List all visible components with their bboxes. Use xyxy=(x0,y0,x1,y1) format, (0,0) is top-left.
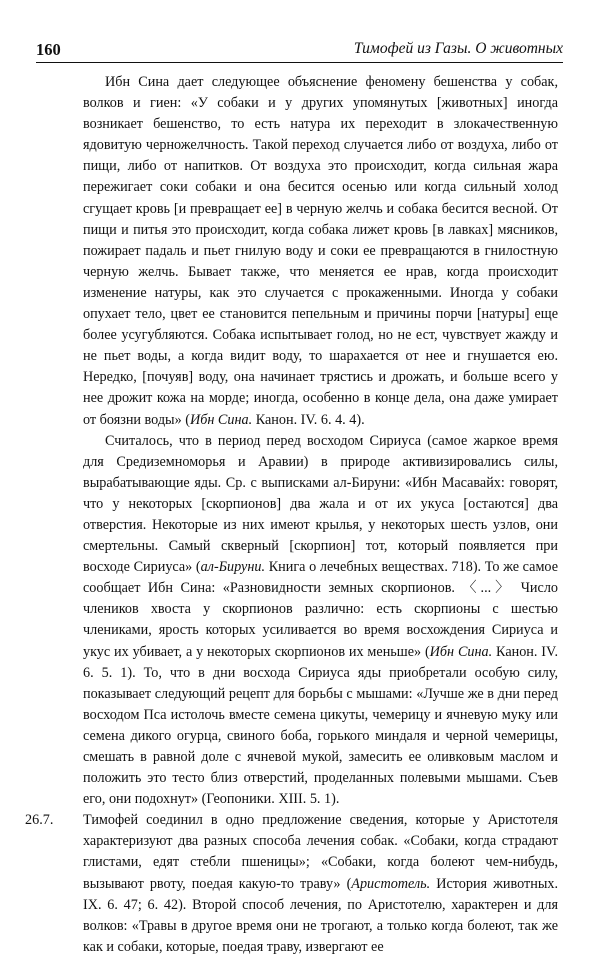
section-text xyxy=(83,810,558,958)
citation-author: Ибн Сина. xyxy=(189,411,253,428)
page-header xyxy=(36,38,563,63)
section-26-7 xyxy=(25,810,558,958)
text-segment: История животных. IX. 6. 47; 6. 42). Второй способ лечения, по Аристотелю, характерен и для волков: «Травы в другое время они не трогают, а только когда болеют, так же как и собаки, которые, поедая траву, извергают ее xyxy=(83,875,558,955)
text-segment: Считалось, что в период перед восходом Сириуса (самое жаркое время для Средиземноморья и Аравии) в природе активизировались силы, вырабатывающие яды. Ср. с выписками ал-Бируни: «Ибн Масавайх: говорят, что у некоторых [скорпионов] два жала и от их укуса [остаются] два отверстия. Некоторые из них имеют крылья, у некоторых шесть узлов, они смертельны. Самый скверный [скорпион] тот, который появляется при восходе Сириуса» ( xyxy=(83,432,558,576)
running-title: Тимофей из Газы. О животных xyxy=(353,40,563,57)
citation-author: Аристотель. xyxy=(351,875,431,892)
citation-author: Ибн Сина. xyxy=(429,643,493,660)
text-segment: Ибн Сина дает следующее объяснение феномену бешенства у собак, волков и гиен: «У собаки и у других упомянутых [животных] иногда возникает бешенство, то есть натура их переходит в злокачественную ядовитую черножелчность. Такой переход случается либо от воздуха, либо от пищи, либо от напитков. От воздуха это происходит, когда сильная жара пережигает соки собаки и она бесится осенью или когда сильный холод сгущает кровь [и превращает ее] в черную желчь и собака бесится весной. От пищи и питья это происходит, когда собака лижет кровь [в лавках] мясников, пожирает падаль и пьет гнилую воду и соки ее превращаются в гнилостную черную желчь. Бывает также, что меняется ее нрав, когда происходит изменение натуры, как это случается с прокаженными. Иногда у собаки опухает тело, цвет ее становится пепельным и причины порчи [натуры] еще более усугубляются. Собака испытывает голод, но не ест, чувствует жажду и не пьет воды, а когда видит воду, то шарахается от нее и гнушается ею. Нередко, [почуяв] воду, она начинает трястись и дрожать, и больше всего у нее дрожит кожа на морде; иногда, особенно в конце дела, она даже умирает от боязни воды» ( xyxy=(83,74,558,428)
section-number: 26.7. xyxy=(25,812,54,829)
text-segment: Книга о лечебных веществах. 718). То же самое сообщает Ибн Сина: «Разновидности земных скорпионов. 〈...〉 Число члеников хвоста у скорпионов различно: есть скорпионы с шестью члениками, ярость которых усиливается во время восхождения Сириуса и укус их убивает, а у некоторых скорпионов их меньше» ( xyxy=(83,559,558,660)
page-number: 160 xyxy=(36,40,61,59)
paragraph-ibn-sina-rabies xyxy=(83,72,558,431)
citation-author: ал-Бируни. xyxy=(200,559,266,576)
text-segment: Тимофей соединил в одно предложение сведения, которые у Аристотеля характеризуют два разных способа лечения собак. «Собаки, когда страдают глистами, едят стебли пшеницы»; «Собаки, когда болеют чем-нибудь, вызывают рвоту, поедая какую-то траву» ( xyxy=(83,812,558,892)
citation-source: Канон. IV. 6. 4. 4). xyxy=(252,411,365,428)
body-text xyxy=(25,72,558,958)
text-segment: Канон. IV. 6. 5. 1). То, что в дни восхода Сириуса яды приобретали особую силу, показывает следующий рецепт для борьбы с мышами: «Лучше же в дни перед восходом Пса истолочь вместе семена цикуты, чемерицу и ячневую муку или семена дикого огурца, свиного боба, горького миндаля и черной чемерицы, смешать в равной доле с ячневой мукой, замесить ее оливковым маслом и положить это тесто близ отверстий, проделанных полевыми мышами. Съев его, они подохнут» (Геопоники. XIII. 5. 1). xyxy=(83,643,558,808)
paragraph-sirius-poisons xyxy=(83,431,558,811)
